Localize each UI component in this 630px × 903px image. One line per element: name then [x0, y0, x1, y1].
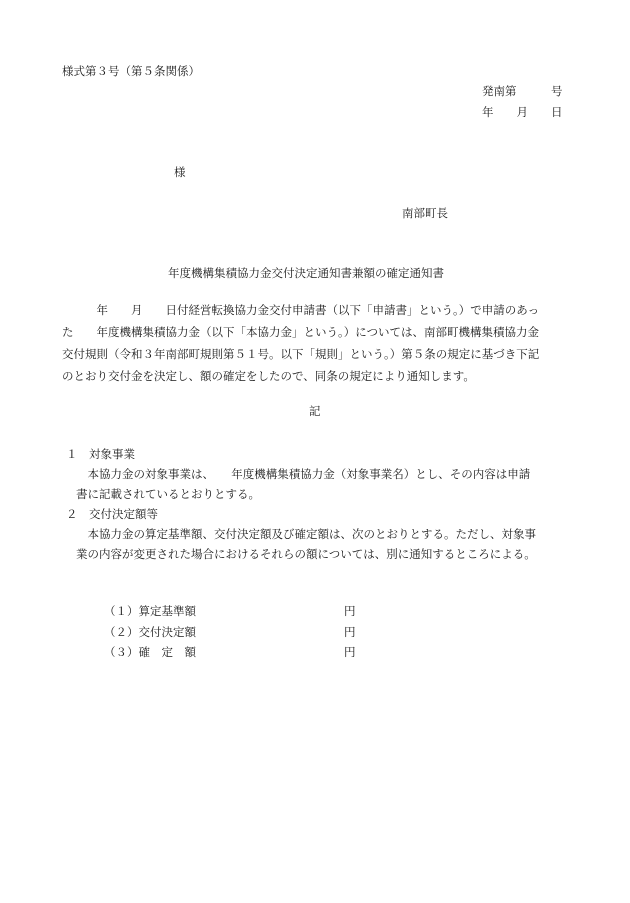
section-text-line: 業の内容が変更された場合におけるそれらの額については、別に通知するところによる。 — [76, 547, 536, 561]
amount-unit: 円 — [344, 604, 356, 618]
amount-unit: 円 — [344, 645, 356, 659]
body-line: 交付規則（令和３年南部町規則第５１号。以下「規則」という。）第５条の規定に基づき下記 — [62, 347, 540, 361]
amount-label: （１）算定基準額 — [104, 604, 196, 618]
section-heading: ２ 交付決定額等 — [66, 507, 158, 521]
section-text-line: 本協力金の算定基準額、交付決定額及び確定額は、次のとおりとする。ただし、対象事 — [76, 527, 536, 541]
issue-date: 年 月 日 — [482, 105, 563, 119]
form-number: 様式第３号（第５条関係） — [62, 64, 200, 78]
section-text-line: 本協力金の対象事業は、 年度機構集積協力金（対象事業名）とし、その内容は申請 — [76, 467, 531, 481]
amount-unit: 円 — [344, 625, 356, 639]
amount-label: （３）確 定 額 — [104, 645, 196, 659]
body-line: のとおり交付金を決定し、額の確定をしたので、同条の規定により通知します。 — [62, 369, 475, 383]
section-text-line: 書に記載されているとおりとする。 — [76, 487, 260, 501]
body-line: 年 月 日付経営転換協力金交付申請書（以下「申請書」という。）で申請のあっ — [62, 303, 540, 317]
amount-label: （２）交付決定額 — [104, 625, 196, 639]
section-heading: １ 対象事業 — [66, 447, 135, 461]
issuer-name: 南部町長 — [402, 206, 448, 220]
addressee-suffix: 様 — [174, 165, 186, 179]
body-line: た 年度機構集積協力金（以下「本協力金」という。）については、南部町機構集積協力金 — [62, 325, 540, 339]
issue-number: 発南第 号 — [482, 84, 563, 98]
document-title: 年度機構集積協力金交付決定通知書兼額の確定通知書 — [168, 266, 444, 280]
ki-heading: 記 — [309, 404, 321, 418]
